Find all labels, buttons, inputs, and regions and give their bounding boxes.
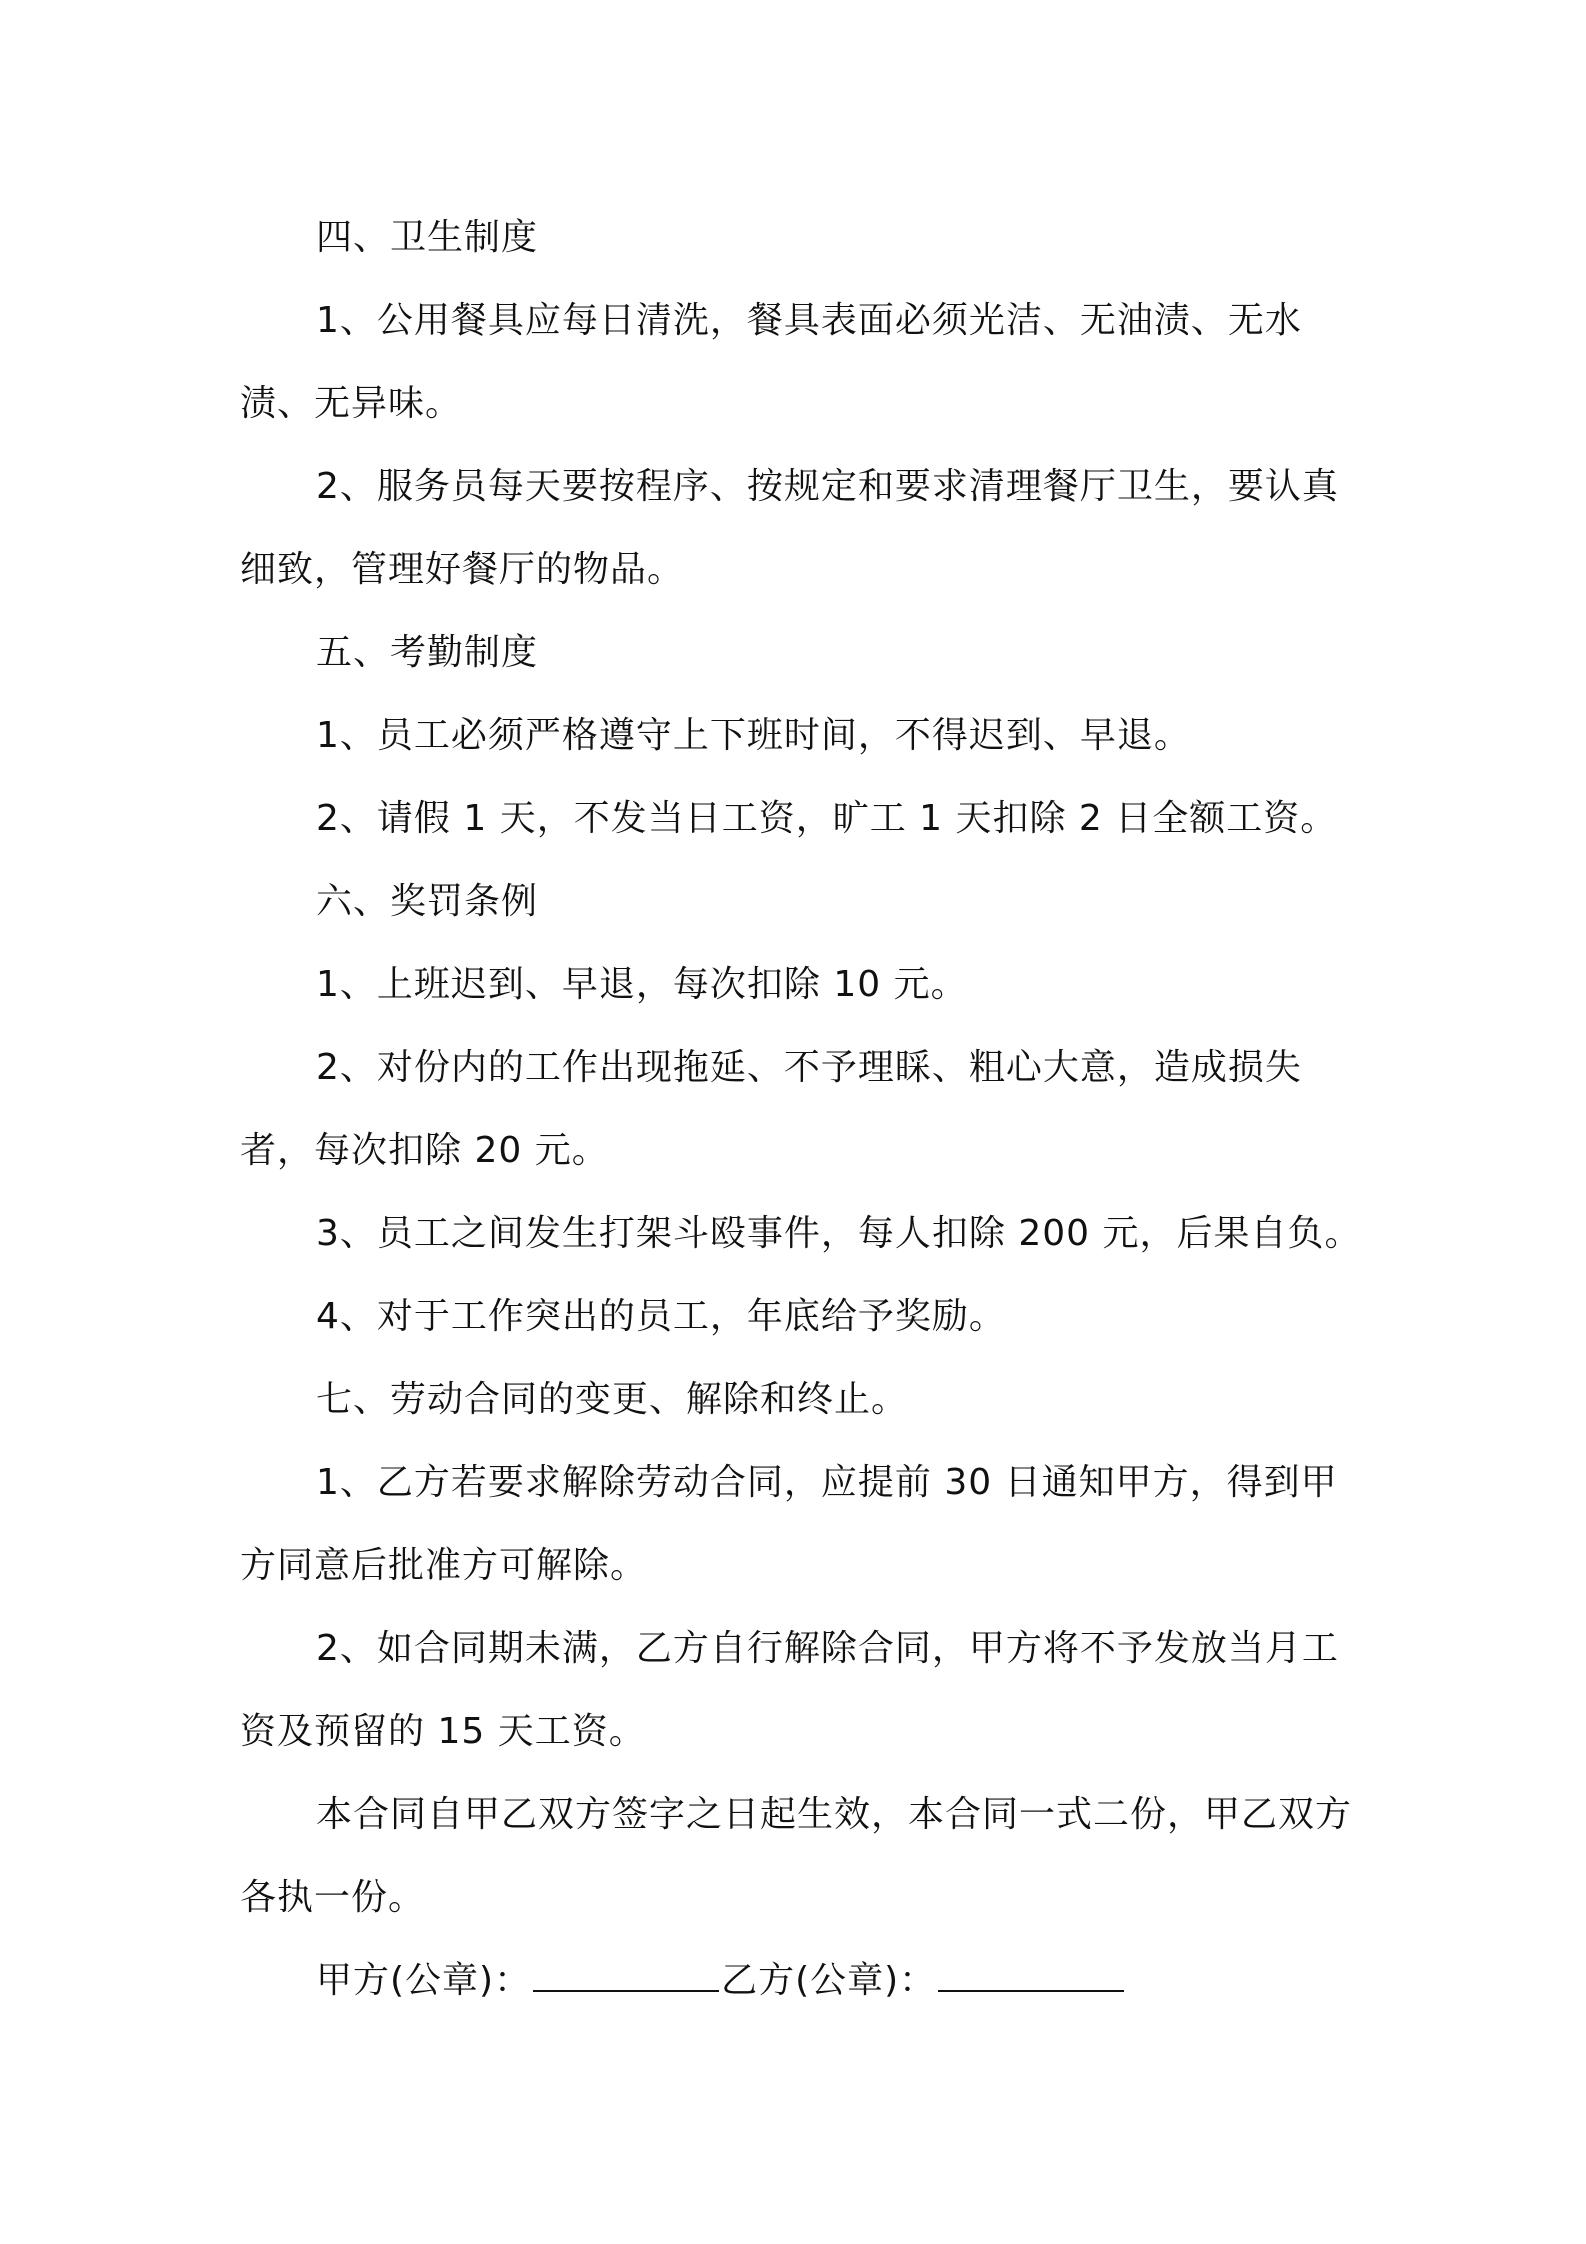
signature-row <box>240 1939 1370 2022</box>
hygiene-item-2: 2、服务员每天要按程序、按规定和要求清理餐厅卫生，要认真细致，管理好餐厅的物品。 <box>240 466 1339 590</box>
section-heading-hygiene: 四、卫生制度 <box>316 217 539 258</box>
section-heading-contract-change: 七、劳动合同的变更、解除和终止。 <box>316 1379 909 1420</box>
contract-item-2: 2、如合同期未满，乙方自行解除合同，甲方将不予发放当月工资及预留的 15 天工资。 <box>240 1628 1339 1752</box>
rewards-item-3: 3、员工之间发生打架斗殴事件，每人扣除 200 元，后果自负。 <box>316 1213 1362 1254</box>
document-body <box>240 196 1370 2022</box>
hygiene-item-1: 1、公用餐具应每日清洗，餐具表面必须光洁、无油渍、无水渍、无异味。 <box>240 300 1302 424</box>
party-a-signature-line <box>533 1960 719 1992</box>
section-heading-rewards-penalties: 六、奖罚条例 <box>316 881 539 922</box>
rewards-item-4: 4、对于工作突出的员工，年底给予奖励。 <box>316 1296 1006 1337</box>
party-a-label: 甲方(公章)： <box>316 1960 532 2001</box>
rewards-item-1: 1、上班迟到、早退，每次扣除 10 元。 <box>316 964 968 1005</box>
section-heading-attendance: 五、考勤制度 <box>316 632 539 673</box>
attendance-item-2: 2、请假 1 天，不发当日工资，旷工 1 天扣除 2 日全额工资。 <box>316 798 1338 839</box>
party-b-label: 乙方(公章)： <box>721 1960 937 2001</box>
party-b-signature-line <box>938 1960 1124 1992</box>
effective-clause: 本合同自甲乙双方签字之日起生效，本合同一式二份，甲乙双方各执一份。 <box>240 1794 1353 1918</box>
rewards-item-2: 2、对份内的工作出现拖延、不予理睬、粗心大意，造成损失者，每次扣除 20 元。 <box>240 1047 1302 1171</box>
attendance-item-1: 1、员工必须严格遵守上下班时间，不得迟到、早退。 <box>316 715 1191 756</box>
contract-item-1: 1、乙方若要求解除劳动合同，应提前 30 日通知甲方，得到甲方同意后批准方可解除。 <box>240 1462 1338 1586</box>
